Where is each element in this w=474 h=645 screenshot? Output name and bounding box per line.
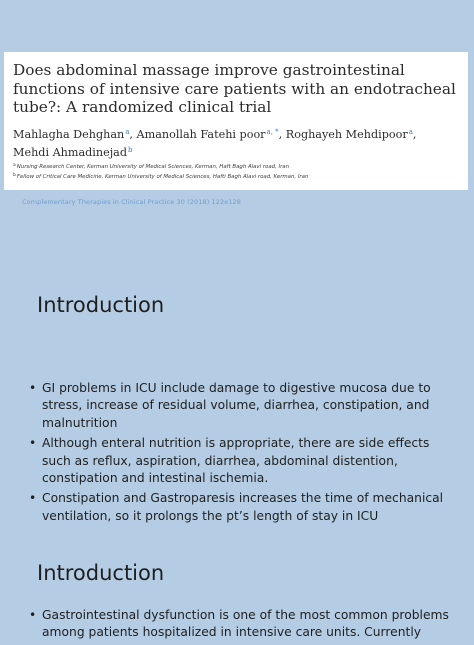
bullet-item: • Gastrointestinal dysfunction is one of the most common problems among patients hospitalized in intensive care units. Currently xyxy=(29,607,459,642)
affiliation-text: Nursing Research Center, Kerman University of Medical Sciences, Kerman, Haft Bagh Alavi road, Iran xyxy=(16,164,290,170)
bullet-item: • Constipation and Gastroparesis increases the time of mechanical ventilation, so it prolongs the pt’s length of stay in ICU xyxy=(29,490,459,525)
affiliation-mark: b xyxy=(13,172,16,178)
bullet-list xyxy=(29,607,459,645)
paper-header-card xyxy=(4,52,468,190)
author-list xyxy=(13,125,465,160)
author-separator: , xyxy=(129,128,137,141)
author-name: Mehdi Ahmadinejad xyxy=(13,145,128,159)
author-separator: , xyxy=(412,128,417,141)
bullet-item: • Although enteral nutrition is appropriate, there are side effects such as reflux, aspiration, diarrhea, abdominal distention, constipation and intestinal ischemia. xyxy=(29,435,459,487)
journal-citation[interactable]: Complementary Therapies in Clinical Practice 30 (2018) 122e128 xyxy=(22,198,242,206)
affiliation-item xyxy=(13,162,465,172)
author-name: Amanollah Fatehi poor xyxy=(136,128,266,141)
section-heading: Introduction xyxy=(37,561,165,585)
author-name: Mahlagha Dehghan xyxy=(13,128,125,141)
author-separator: , xyxy=(278,128,286,141)
bullet-item: • GI problems in ICU include damage to digestive mucosa due to stress, increase of residual volume, diarrhea, constipation, and malnutrition xyxy=(29,380,459,432)
affiliation-list xyxy=(13,162,465,181)
bullet-list xyxy=(29,380,459,528)
author-name: Roghayeh Mehdipoor xyxy=(285,128,408,141)
author-affiliation-mark[interactable]: a xyxy=(408,128,413,136)
author-affiliation-mark[interactable]: a xyxy=(125,128,130,136)
section-heading: Introduction xyxy=(37,293,165,317)
affiliation-text: Fellow of Critical Care Medicine, Kerman University of Medical Sciences, Hafti Bagh Alavi road, Kerman, Iran xyxy=(16,173,309,180)
affiliation-mark: a xyxy=(13,163,16,168)
author-affiliation-mark[interactable]: a, * xyxy=(266,128,279,136)
affiliation-item xyxy=(13,172,465,182)
author-affiliation-mark[interactable]: b xyxy=(128,145,133,154)
paper-title: Does abdominal massage improve gastrointestinal functions of intensive care patients with an endotracheal tube?: A randomized clinical trial xyxy=(13,61,456,116)
